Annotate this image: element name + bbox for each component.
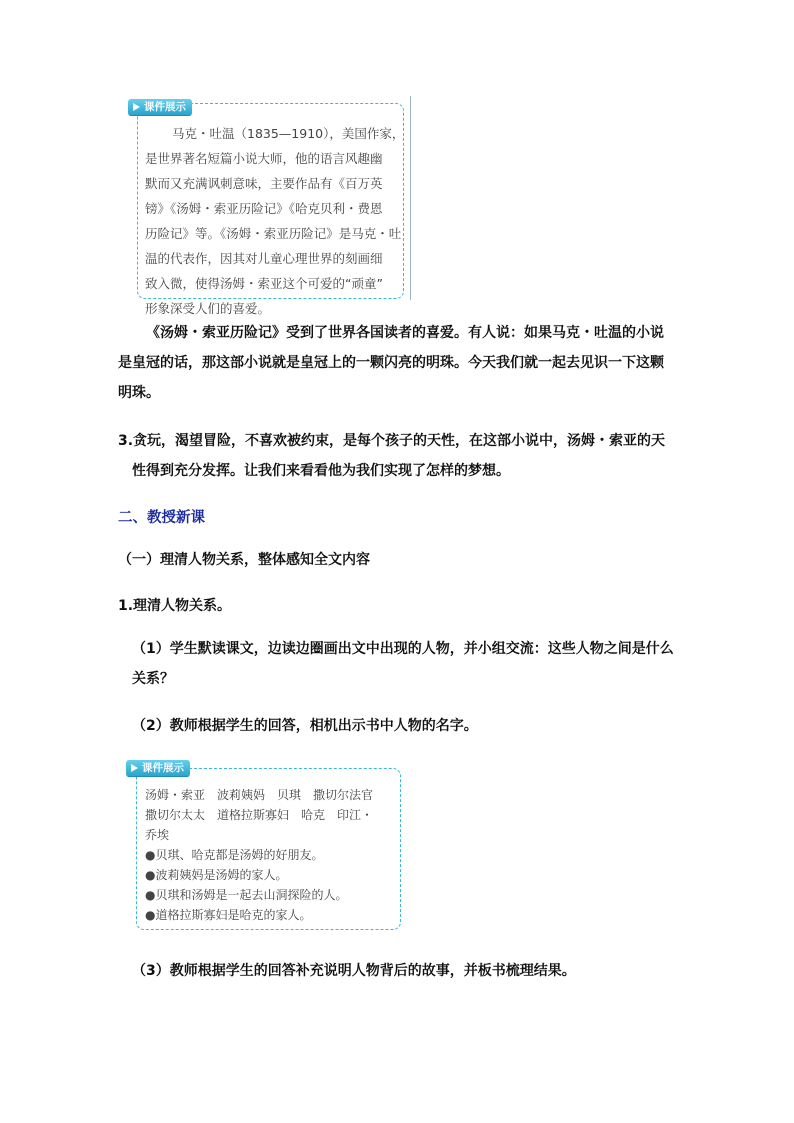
courseware-tag-label: 课件展示 bbox=[142, 762, 184, 774]
character-names bbox=[145, 785, 397, 845]
play-triangle-icon bbox=[131, 764, 138, 772]
author-intro-line: 历险记》等。《汤姆・索亚历险记》是马克・吐 bbox=[145, 226, 402, 241]
author-intro-line: 是世界著名短篇小说大师，他的语言风趣幽 bbox=[145, 151, 383, 166]
author-intro-line: 默而又充满讽刺意味，主要作品有《百万英 bbox=[145, 176, 383, 191]
intro-line: 《汤姆・索亚历险记》受到了世界各国读者的喜爱。有人说：如果马克・吐温的小说 bbox=[146, 325, 664, 341]
character-relations-list bbox=[145, 845, 397, 925]
list-item: ●贝琪、哈克都是汤姆的好朋友。 bbox=[145, 848, 324, 862]
step-1-paragraph bbox=[118, 634, 688, 694]
step-3-paragraph: （3）教师根据学生的回答补充说明人物背后的故事，并板书梳理结果。 bbox=[132, 963, 576, 979]
author-intro-line: 形象深受人们的喜爱。 bbox=[145, 301, 271, 316]
courseware-tag bbox=[128, 99, 192, 115]
intro-line: 明珠。 bbox=[118, 385, 160, 401]
author-intro-line: 镑》《汤姆・索亚历险记》《哈克贝利・费恩 bbox=[145, 201, 383, 216]
list-item: ●波莉姨妈是汤姆的家人。 bbox=[145, 868, 288, 882]
intro-line: 是皇冠的话，那这部小说就是皇冠上的一颗闪亮的明珠。今天我们就一起去见识一下这颗 bbox=[118, 355, 664, 371]
author-intro-line: 温的代表作，因其对儿童心理世界的刻画细 bbox=[145, 251, 383, 266]
item-1-heading: 1.理清人物关系。 bbox=[118, 598, 232, 614]
point-3-line: 3.贪玩，渴望冒险，不喜欢被约束，是每个孩子的天性，在这部小说中，汤姆・索亚的天 bbox=[118, 433, 666, 449]
intro-paragraph bbox=[118, 318, 688, 408]
list-item: ●道格拉斯寡妇是哈克的家人。 bbox=[145, 908, 312, 922]
list-item: ●贝琪和汤姆是一起去山洞探险的人。 bbox=[145, 888, 348, 902]
step-1-line: （1）学生默读课文，边读边圈画出文中出现的人物，并小组交流：这些人物之间是什么 bbox=[132, 641, 674, 657]
author-intro-line: 马克・吐温（1835—1910），美国作家， bbox=[172, 126, 405, 141]
subsection-heading: （一）理清人物关系，整体感知全文内容 bbox=[118, 552, 370, 568]
author-intro-text bbox=[145, 121, 403, 321]
courseware-tag bbox=[126, 760, 190, 776]
courseware-tag-label: 课件展示 bbox=[144, 101, 186, 113]
play-triangle-icon bbox=[133, 103, 140, 111]
character-names-line: 汤姆・索亚 波莉姨妈 贝琪 撒切尔法官 bbox=[145, 788, 374, 802]
step-1-line: 关系？ bbox=[132, 671, 174, 687]
character-names-line: 乔埃 bbox=[145, 828, 170, 842]
point-3-line: 性得到充分发挥。让我们来看看他为我们实现了怎样的梦想。 bbox=[132, 463, 510, 479]
step-2-paragraph: （2）教师根据学生的回答，相机出示书中人物的名字。 bbox=[132, 718, 478, 734]
character-names-line: 撒切尔太太 道格拉斯寡妇 哈克 印江・ bbox=[145, 808, 374, 822]
section-heading: 二、教授新课 bbox=[118, 510, 205, 526]
box-divider-line bbox=[410, 96, 411, 300]
point-3-paragraph bbox=[118, 426, 688, 486]
author-intro-line: 致入微，使得汤姆・索亚这个可爱的“顽童” bbox=[145, 276, 383, 291]
